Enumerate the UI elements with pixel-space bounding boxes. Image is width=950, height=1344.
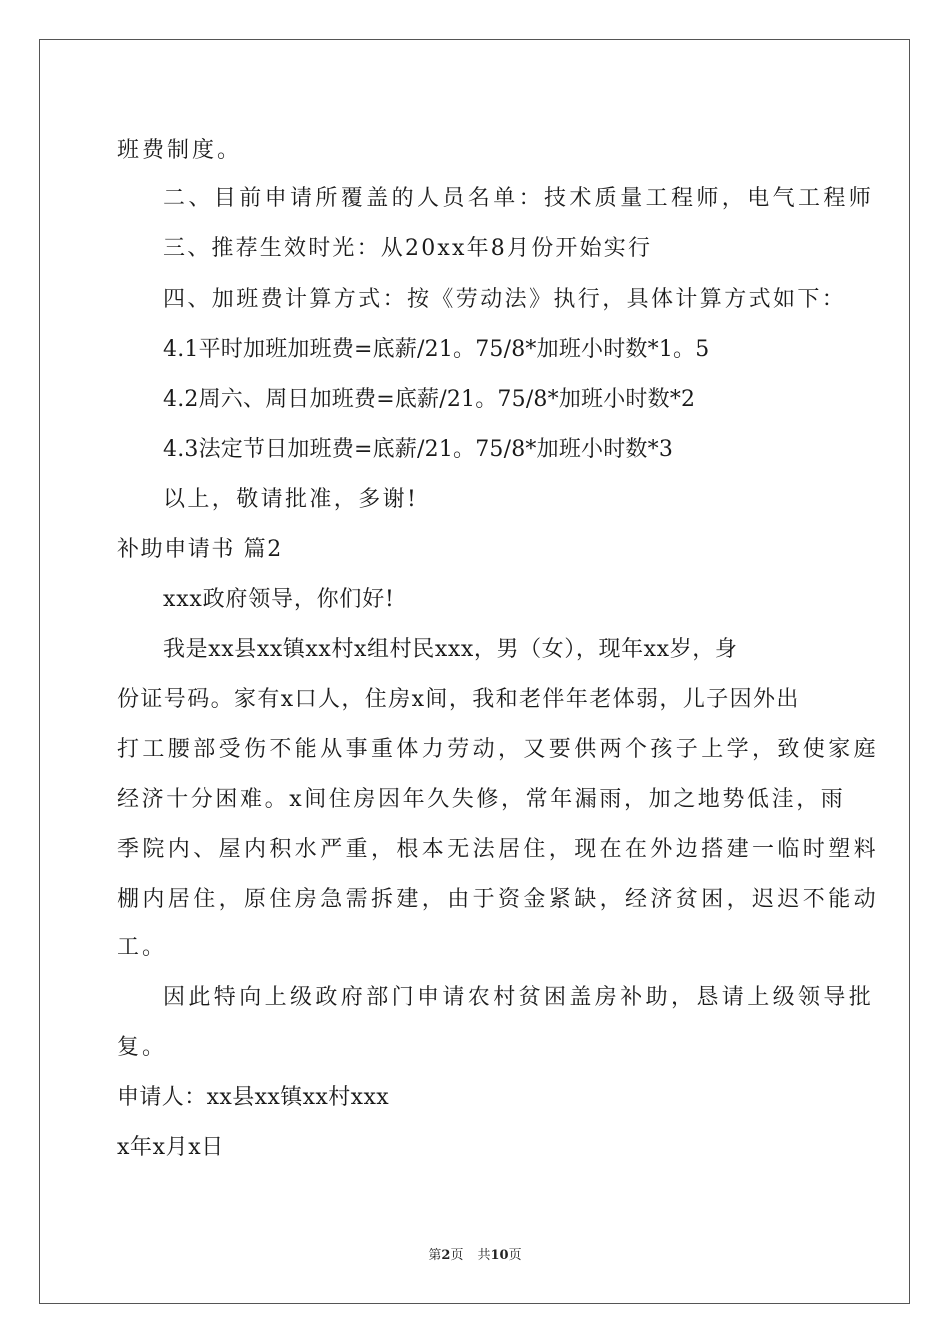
body-line: 棚内居住，原住房急需拆建，由于资金紧缺，经济贫困，迟迟不能动	[117, 887, 880, 912]
body-line: 4.3法定节日加班费=底薪/21。75/8*加班小时数*3	[163, 437, 674, 462]
applicant-line: 申请人：xx县xx镇xx村xxx	[117, 1085, 390, 1110]
body-line: 因此特向上级政府部门申请农村贫困盖房补助，恳请上级领导批	[163, 985, 875, 1010]
body-line: 复。	[117, 1035, 168, 1060]
body-line: 以上，敬请批准，多谢!	[163, 487, 419, 512]
page-prefix: 第	[428, 1248, 442, 1263]
body-line: 三、推荐生效时光：从20xx年8月份开始实行	[163, 236, 653, 261]
body-line: 打工腰部受伤不能从事重体力劳动，又要供两个孩子上学，致使家庭	[117, 737, 880, 762]
total-prefix: 共	[477, 1248, 491, 1263]
body-line: 4.1平时加班加班费=底薪/21。75/8*加班小时数*1。5	[163, 337, 710, 362]
body-line: 我是xx县xx镇xx村x组村民xxx，男（女），现年xx岁，身	[163, 637, 738, 662]
section-heading: 补助申请书 篇2	[117, 537, 283, 562]
body-line: 四、加班费计算方式：按《劳动法》执行，具体计算方式如下：	[163, 287, 847, 312]
total-suffix: 页	[508, 1248, 522, 1263]
page-suffix: 页	[450, 1248, 464, 1263]
page-border	[39, 39, 910, 1304]
body-line: 季院内、屋内积水严重，根本无法居住，现在在外边搭建一临时塑料	[117, 837, 880, 862]
salutation: xxx政府领导，你们好!	[163, 587, 395, 612]
body-line: 工。	[117, 935, 168, 960]
body-line: 班费制度。	[117, 138, 243, 163]
date-line: x年x月x日	[117, 1135, 224, 1160]
body-line: 4.2周六、周日加班费=底薪/21。75/8*加班小时数*2	[163, 387, 696, 412]
body-line: 经济十分困难。x间住房因年久失修，常年漏雨，加之地势低洼，雨	[117, 787, 846, 812]
page-number: 2	[441, 1248, 451, 1263]
total-pages: 10	[490, 1248, 509, 1263]
page-footer	[0, 1247, 950, 1265]
body-line: 二、目前申请所覆盖的人员名单：技术质量工程师，电气工程师	[163, 186, 875, 211]
body-line: 份证号码。家有x口人，住房x间，我和老伴年老体弱，儿子因外出	[117, 687, 800, 712]
